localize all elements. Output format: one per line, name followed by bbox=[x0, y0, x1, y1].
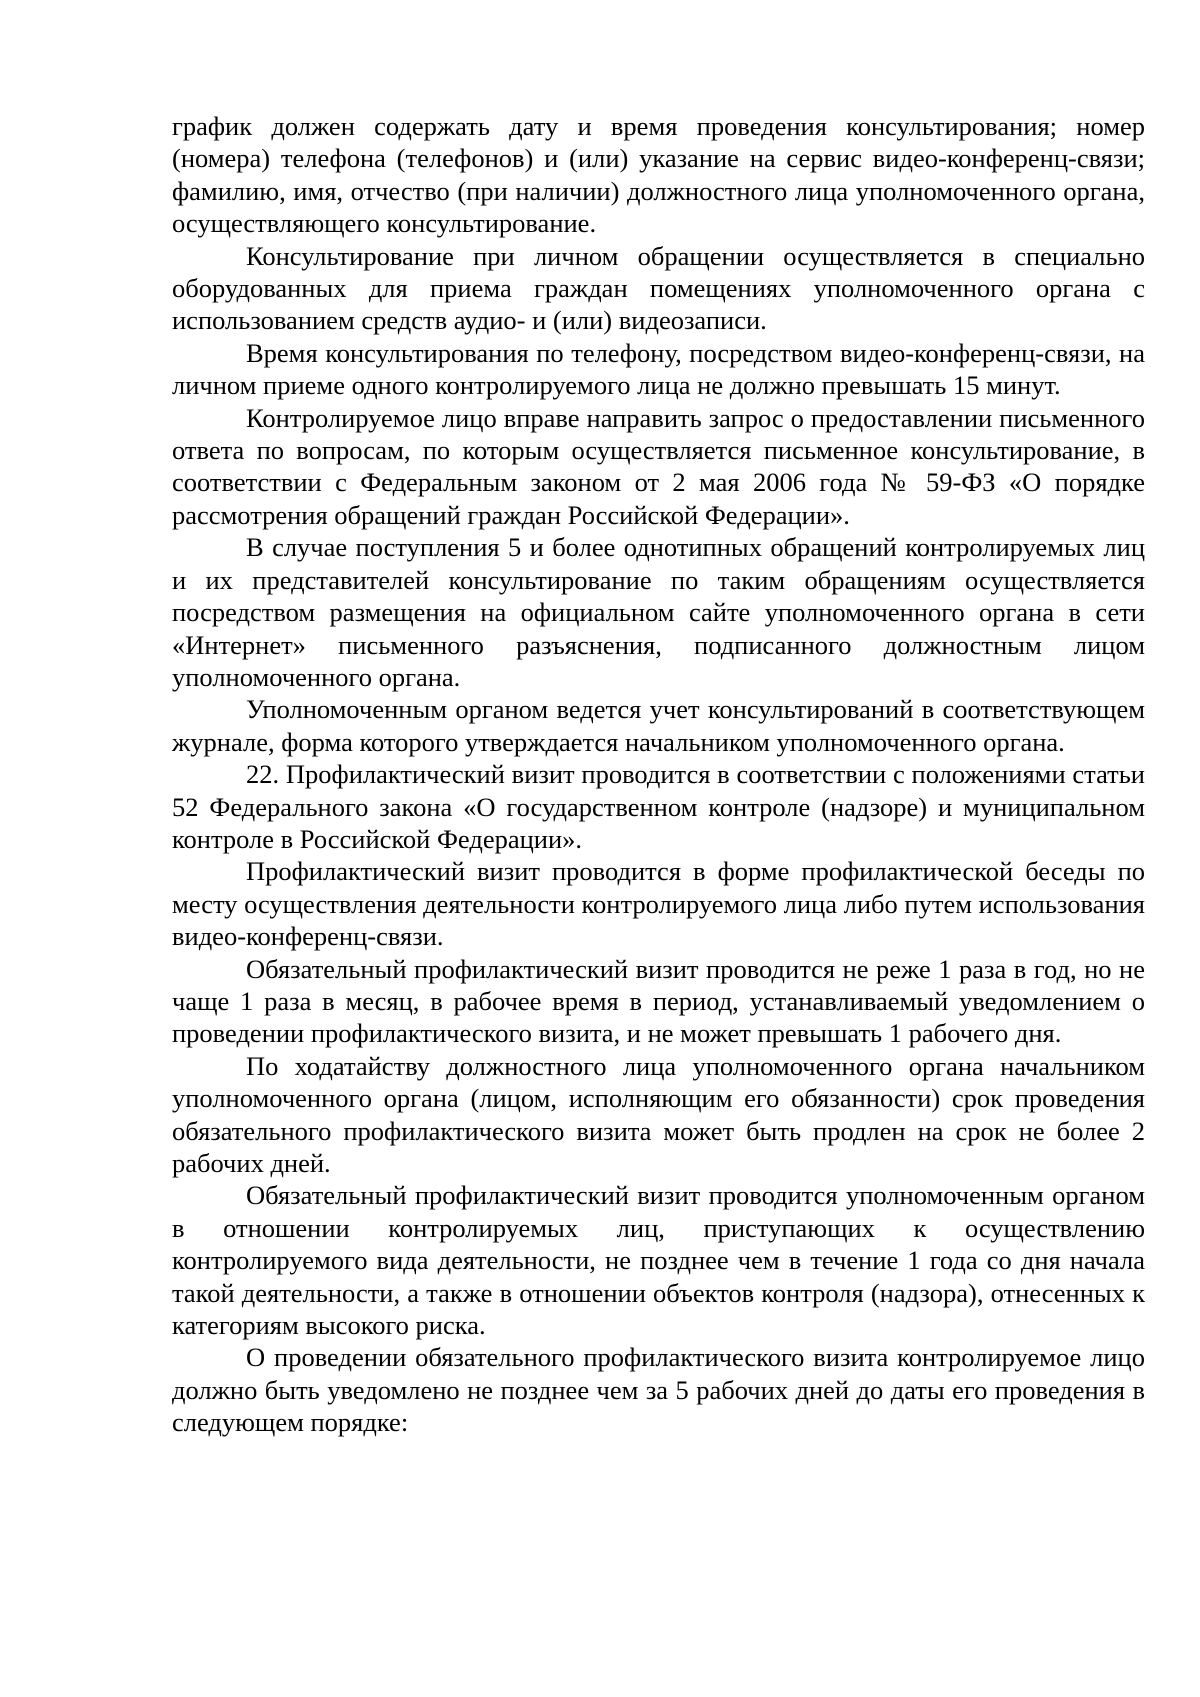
paragraph-multiple-requests: В случае поступления 5 и более однотипных обращений контролируемых лиц и их представителей консультирование по таким обращениям осуществляется посредством размещения на официальном сайте уполномоченного органа в сети «Интернет» письменного разъяснения, подписанного должностным лицом уполномоченного органа. bbox=[172, 532, 1145, 692]
paragraph-visit-form: Профилактический визит проводится в форме профилактической беседы по месту осуществления деятельности контролируемого лица либо путем использования видео-конференц-связи. bbox=[172, 856, 1145, 952]
paragraph-schedule-contents: график должен содержать дату и время проведения консультирования; номер (номера) телефона (телефонов) и (или) указание на сервис видео-конференц-связи; фамилию, имя, отчество (при наличии) должностного лица уполномоченного органа, осуществляющего консультирование. bbox=[172, 111, 1145, 239]
paragraph-consultation-time: Время консультирования по телефону, посредством видео-конференц-связи, на личном приеме одного контролируемого лица не должно превышать 15 минут. bbox=[172, 337, 1145, 401]
paragraph-consultation-log: Уполномоченным органом ведется учет консультирований в соответствующем журнале, форма которого утверждается начальником уполномоченного органа. bbox=[172, 694, 1145, 757]
paragraph-written-request: Контролируемое лицо вправе направить запрос о предоставлении письменного ответа по вопросам, по которым осуществляется письменное консультирование, в соответствии с Федеральным законом от 2 мая 2006 года № 59-ФЗ «О порядке рассмотрения обращений граждан Российской Федерации». bbox=[172, 402, 1145, 530]
document-page bbox=[172, 110, 1145, 1439]
paragraph-mandatory-visit-frequency: Обязательный профилактический визит проводится не реже 1 раза в год, но не чаще 1 раза в месяц, в рабочее время в период, устанавливаемый уведомлением о проведении профилактического визита, и не может превышать 1 рабочего дня. bbox=[172, 953, 1145, 1049]
paragraph-item-22: 22. Профилактический визит проводится в соответствии с положениями статьи 52 Федерального закона «О государственном контроле (надзоре) и муниципальном контроле в Российской Федерации». bbox=[172, 759, 1145, 854]
paragraph-mandatory-visit-scope: Обязательный профилактический визит проводится уполномоченным органом в отношении контролируемых лиц, приступающих к осуществлению контролируемого вида деятельности, не позднее чем в течение 1 года со дня начала такой деятельности, а также в отношении объектов контроля (надзора), отнесенных к категориям высокого риска. bbox=[172, 1180, 1145, 1341]
paragraph-personal-consultation: Консультирование при личном обращении осуществляется в специально оборудованных для приема граждан помещениях уполномоченного органа с использованием средств аудио- и (или) видеозаписи. bbox=[172, 240, 1145, 336]
paragraph-visit-extension: По ходатайству должностного лица уполномоченного органа начальником уполномоченного органа (лицом, исполняющим его обязанности) срок проведения обязательного профилактического визита может быть продлен на срок не более 2 рабочих дней. bbox=[172, 1050, 1145, 1178]
paragraph-visit-notification: О проведении обязательного профилактического визита контролируемое лицо должно быть уведомлено не позднее чем за 5 рабочих дней до даты его проведения в следующем порядке: bbox=[172, 1342, 1145, 1438]
